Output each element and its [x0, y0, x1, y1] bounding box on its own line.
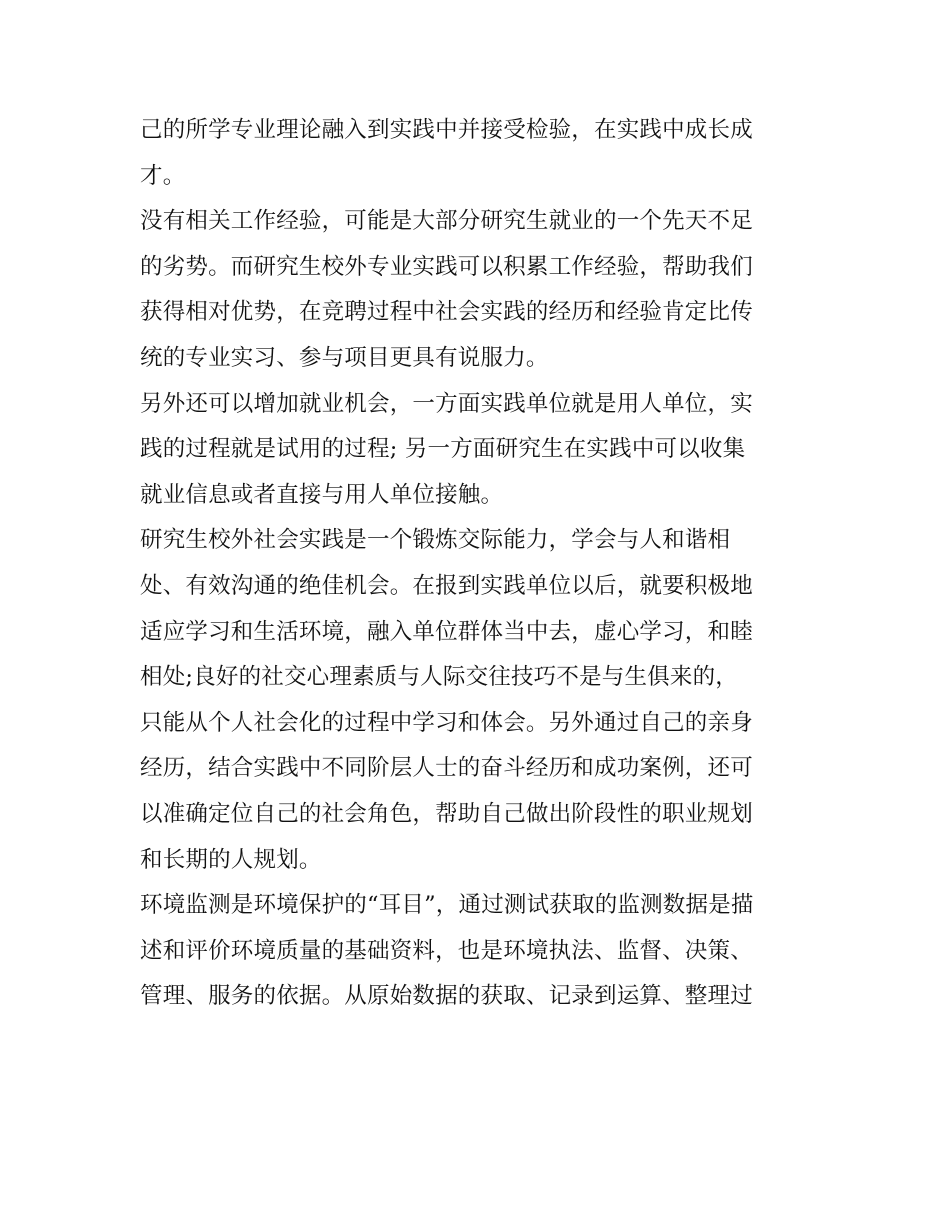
text-line: 没有相关工作经验，可能是大部分研究生就业的一个先天不足: [140, 208, 753, 235]
text-line: 研究生校外社会实践是一个锻炼交际能力，学会与人和谐相: [140, 527, 731, 554]
text-line: 统的专业实习、参与项目更具有说服力。: [140, 344, 549, 371]
text-line: 以准确定位自己的社会角色，帮助自己做出阶段性的职业规划: [140, 800, 753, 827]
text-line: 才。: [140, 162, 186, 189]
text-line: 践的过程就是试用的过程; 另一方面研究生在实践中可以收集: [140, 436, 746, 463]
text-line: 适应学习和生活环境，融入单位群体当中去，虚心学习，和睦: [140, 618, 753, 645]
text-line: 和长期的人规划。: [140, 846, 322, 873]
text-line: 经历，结合实践中不同阶层人士的奋斗经历和成功案例，还可: [140, 755, 753, 782]
text-line: 管理、服务的依据。从原始数据的获取、记录到运算、整理过: [140, 983, 753, 1010]
text-line: 环境监测是环境保护的“耳目”，通过测试获取的监测数据是描: [140, 892, 754, 919]
text-line: 的劣势。而研究生校外专业实践可以积累工作经验，帮助我们: [140, 253, 753, 280]
text-line: 己的所学专业理论融入到实践中并接受检验，在实践中成长成: [140, 117, 753, 143]
text-line: 述和评价环境质量的基础资料，也是环境执法、监督、决策、: [140, 937, 753, 964]
text-line: 相处;良好的社交心理素质与人际交往技巧不是与生俱来的，: [140, 664, 738, 691]
text-line: 另外还可以增加就业机会，一方面实践单位就是用人单位，实: [140, 390, 753, 417]
text-line: 只能从个人社会化的过程中学习和体会。另外通过自己的亲身: [140, 709, 753, 736]
text-line: 获得相对优势，在竞聘过程中社会实践的经历和经验肯定比传: [140, 299, 753, 326]
text-line: 处、有效沟通的绝佳机会。在报到实践单位以后，就要积极地: [140, 572, 753, 599]
text-line: 就业信息或者直接与用人单位接触。: [140, 481, 504, 508]
document-body-text: [140, 108, 820, 1020]
